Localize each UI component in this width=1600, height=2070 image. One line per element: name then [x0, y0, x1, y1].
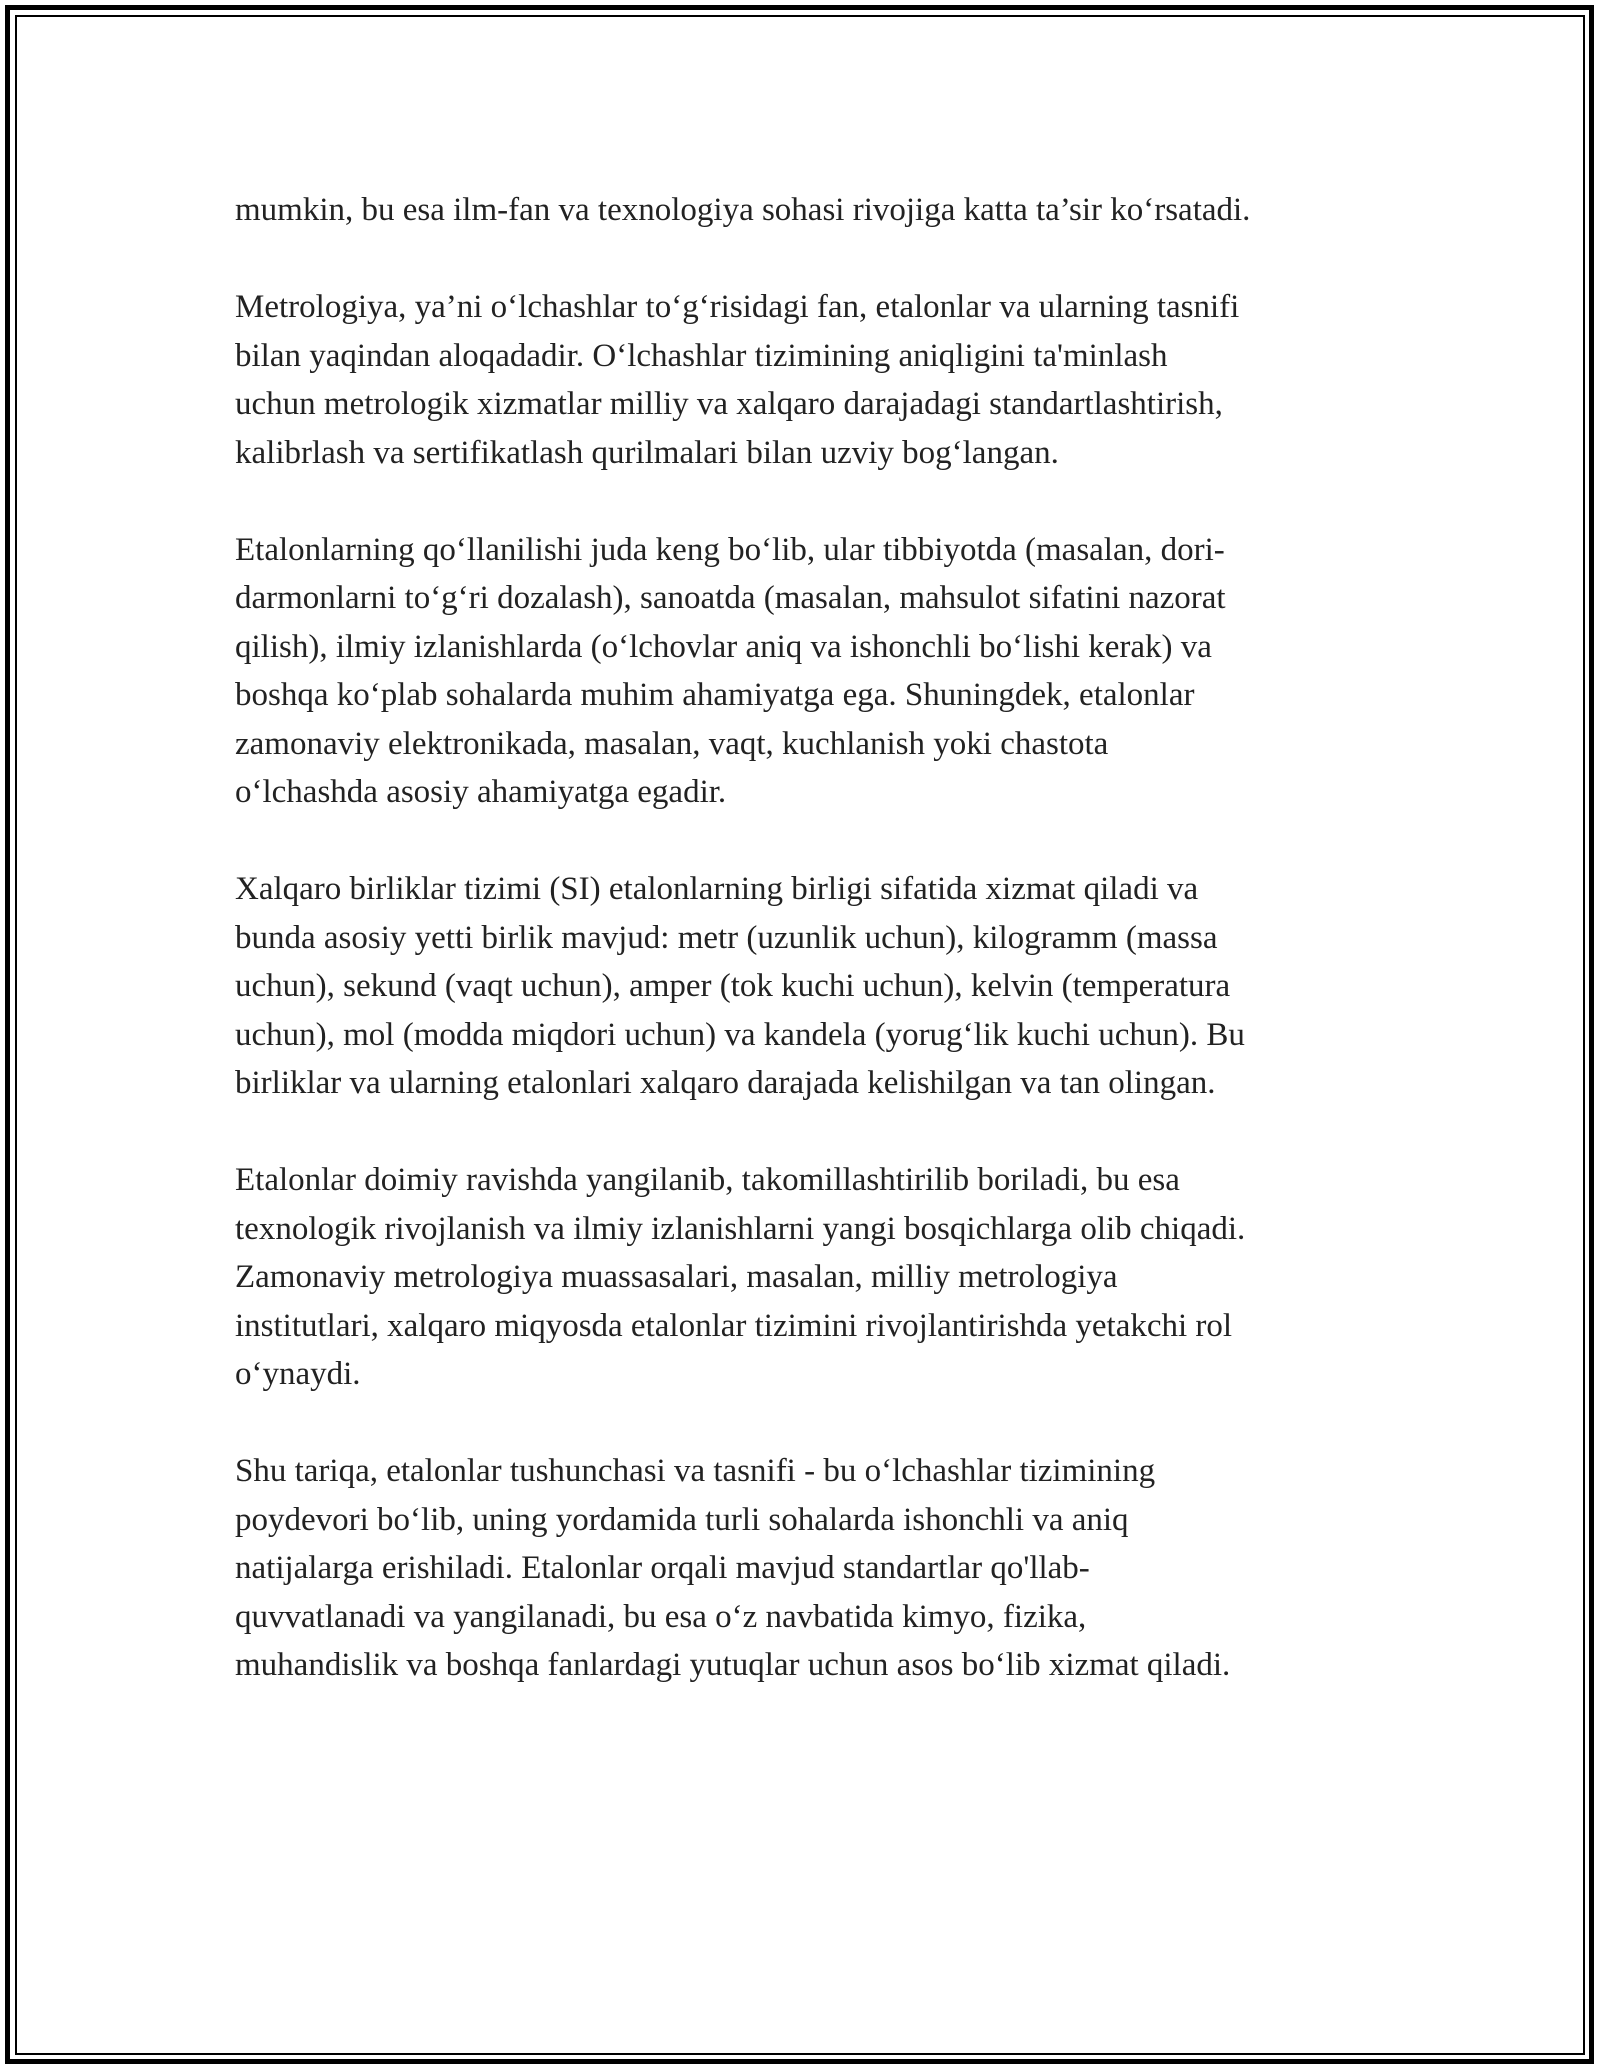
paragraph-development: Etalonlar doimiy ravishda yangilanib, takomillashtirilib boriladi, bu esa texnologik rivojlanish va ilmiy izlanishlarni yangi bosqichlarga olib chiqadi. Zamonaviy metrologiya muassasalari, masalan, milliy metrologiya institutlari, xalqaro miqyosda etalonlar tizimini rivojlantirishda yetakchi rol o‘ynaydi. — [235, 1162, 1246, 1392]
document-body — [235, 186, 1395, 1738]
paragraph-applications: Etalonlarning qo‘llanilishi juda keng bo‘lib, ular tibbiyotda (masalan, dori- darmonlarni to‘g‘ri dozalash), sanoatda (masalan, mahsulot sifatini nazorat qilish), ilmiy izlanishlarda (o‘lchovlar aniq va ishonchli bo‘lishi kerak) va boshqa ko‘plab sohalarda muhim ahamiyatga ega. Shuningdek, etalonlar zamonaviy elektronikada, masalan, vaqt, kuchlanish yoki chastota o‘lchashda asosiy ahamiyatga egadir. — [235, 531, 1226, 810]
paragraph-metrology: Metrologiya, ya’ni o‘lchashlar to‘g‘risidagi fan, etalonlar va ularning tasnifi bilan yaqindan aloqadadir. O‘lchashlar tizimining aniqligini ta'minlash uchun metrologik xizmatlar milliy va xalqaro darajadagi standartlashtirish, kalibrlash va sertifikatlash qurilmalari bilan uzviy bog‘langan. — [235, 289, 1240, 471]
paragraph-si-units: Xalqaro birliklar tizimi (SI) etalonlarning birligi sifatida xizmat qiladi va bunda asosiy yetti birlik mavjud: metr (uzunlik uchun), kilogramm (massa uchun), sekund (vaqt uchun), amper (tok kuchi uchun), kelvin (temperatura uchun), mol (modda miqdori uchun) va kandela (yorug‘lik kuchi uchun). Bu birliklar va ularning etalonlari xalqaro darajada kelishilgan va tan olingan. — [235, 871, 1245, 1101]
paragraph-continuation: mumkin, bu esa ilm-fan va texnologiya sohasi rivojiga katta ta’sir ko‘rsatadi. — [235, 192, 1251, 228]
paragraph-conclusion: Shu tariqa, etalonlar tushunchasi va tasnifi - bu o‘lchashlar tizimining poydevori bo‘lib, uning yordamida turli sohalarda ishonchli va aniq natijalarga erishiladi. Etalonlar orqali mavjud standartlar qo'llab- quvvatlanadi va yangilanadi, bu esa o‘z navbatida kimyo, fizika, muhandislik va boshqa fanlardagi yutuqlar uchun asos bo‘lib xizmat qiladi. — [235, 1453, 1231, 1683]
